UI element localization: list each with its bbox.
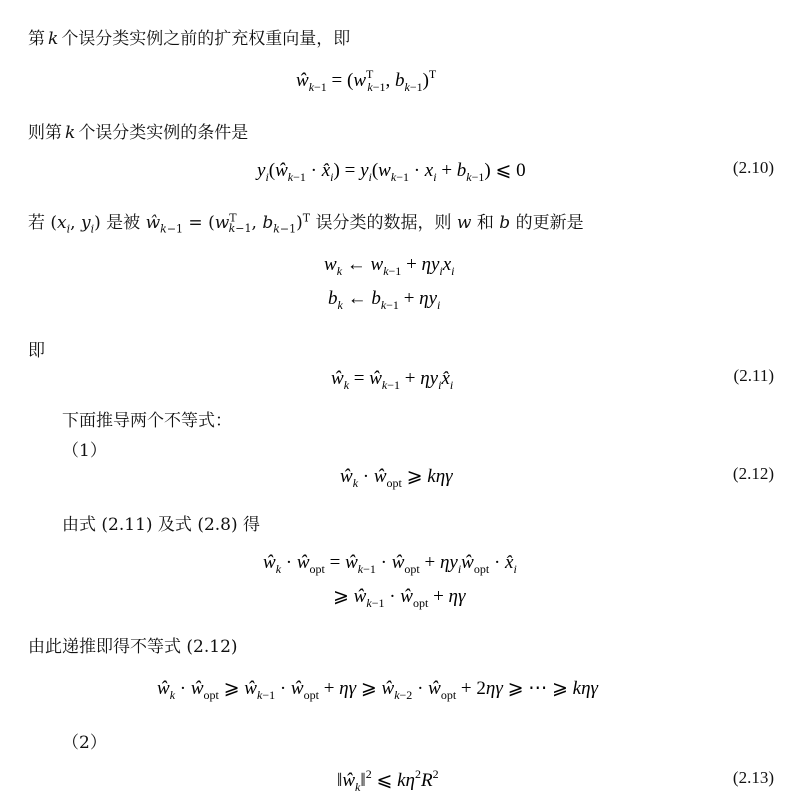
var-b: b [499, 213, 511, 233]
text: 和 [476, 213, 494, 233]
equation-number: (2.13) [732, 768, 774, 787]
text: 个误分类实例的条件是 [78, 123, 249, 143]
equation-svg [0, 360, 804, 400]
svg-text:ŵk · ŵopt = ŵk−1 · ŵopt + ηyiŵ: $ŵ_k$ · $ŵ_{opt}$ = $ŵ_k-1$ · $ŵ_{opt}$ + $\eta y_iŵ_{opt}$ · $x̂_i$ [263, 552, 517, 576]
equation-derivation-1 [0, 544, 804, 580]
equation-svg [0, 578, 804, 614]
text: 若 [28, 213, 45, 233]
text: （1） [62, 441, 107, 461]
equation-number: (2.12) [732, 464, 774, 483]
equation-svg [0, 544, 804, 580]
svg-text:ŵk · ŵopt ⩾ kηγ: $ŵ_k$ · $ŵ_{opt}$ ⩾ kηγ [340, 466, 453, 490]
text: 由此递推即得不等式 (2.12) [28, 637, 238, 657]
equation-svg [0, 62, 804, 102]
var-k: k [48, 29, 59, 49]
text: 的更新是 [515, 213, 584, 233]
paragraph-augmented-weight-intro [0, 18, 804, 54]
equation-number: (2.10) [732, 158, 774, 177]
equation-recursion-chain [0, 670, 804, 706]
equation-update-b [0, 280, 804, 316]
text: 是被 [106, 213, 141, 233]
text: 下面推导两个不等式： [62, 411, 232, 431]
equation-svg [0, 670, 804, 710]
svg-text:yi(ŵk−1 · x̂i) = yi(wk−1 · xi: $y_i(ŵ_k-1$ · $x̂_i) = y_i(w_k-1 \cdot x_i + b_k-1)$ ⩽ 0 [257, 160, 526, 184]
equation-2-12 [0, 458, 804, 494]
equation-augmented-weight [0, 62, 804, 98]
paragraph-condition-intro [0, 112, 804, 148]
equation-svg [0, 152, 804, 192]
equation-2-10 [0, 152, 804, 188]
text: 由式 (2.11) 及式 (2.8) 得 [62, 515, 261, 535]
var-w: w [456, 213, 472, 233]
equation-svg [0, 458, 804, 498]
inline-math-xi-yi: ($x_i$, $y_i$) [50, 213, 101, 236]
paragraph-recursion [0, 626, 804, 662]
svg-text:ŵk = ŵk−1 + ηyix̂i: $ŵ_k$ = $ŵ_k-1$ + $\eta y_ix̂_i$ [331, 368, 454, 392]
text: 第 [28, 29, 45, 49]
svg-text:⩾ ŵk−1 · ŵopt + ηγ: ⩾ $ŵ_k-1$ · $ŵ_{opt} + \eta\gamma$ [333, 586, 466, 610]
paragraph-update-intro [0, 202, 804, 238]
equation-2-13 [0, 762, 804, 798]
svg-text:bk ← bk−1 + ηyi: $b_k$ ← $b_k-1 + \eta y_i$ [328, 288, 441, 312]
var-k: k [65, 123, 76, 143]
text: 则第 [28, 123, 62, 143]
text: （2） [62, 733, 107, 753]
paragraph-from-eqs [0, 504, 804, 540]
text: 误分类的数据，则 [315, 213, 452, 233]
svg-text:‖ŵk‖2 ⩽ kη2R2: $‖ŵ_k‖^2$ ⩽ $k\eta^2R^2$ [337, 767, 439, 794]
svg-text:ŵk−1 = (wTk−1, bk−1)T: $ŵ_k-1 = (w^T$ k−1, $b_k-1)^T$ [296, 67, 437, 94]
equation-2-11 [0, 360, 804, 396]
equation-derivation-2 [0, 578, 804, 614]
item-two-label [0, 722, 804, 758]
svg-text:ŵk · ŵopt ⩾ ŵk−1 · ŵopt + ηγ ⩾: $ŵ_k$ · $ŵ_{opt}$ ⩾ $ŵ_k-1$ · $ŵ_{opt} + \eta\gamma$ ⩾ $ŵ_k-2$ · $ŵ_{opt} + 2\eta\gamma$ ⩾ ⋯ ⩾ kηγ [157, 678, 599, 702]
equation-svg [0, 246, 804, 282]
svg-text:wk ← wk−1 + ηyixi: $w_k$ ← $w_k-1 + \eta y_ix_i$ [324, 254, 455, 278]
inline-math-augmented-weight: $ŵ_{k-1} = (w^T_{k-1}$, $b_{k-1})^T$ [145, 211, 311, 236]
equation-update-w [0, 246, 804, 282]
text: 个误分类实例之前的扩充权重向量，即 [61, 29, 351, 49]
equation-number: (2.11) [733, 366, 774, 385]
equation-svg [0, 762, 804, 802]
text: 即 [28, 341, 45, 361]
equation-svg [0, 280, 804, 316]
